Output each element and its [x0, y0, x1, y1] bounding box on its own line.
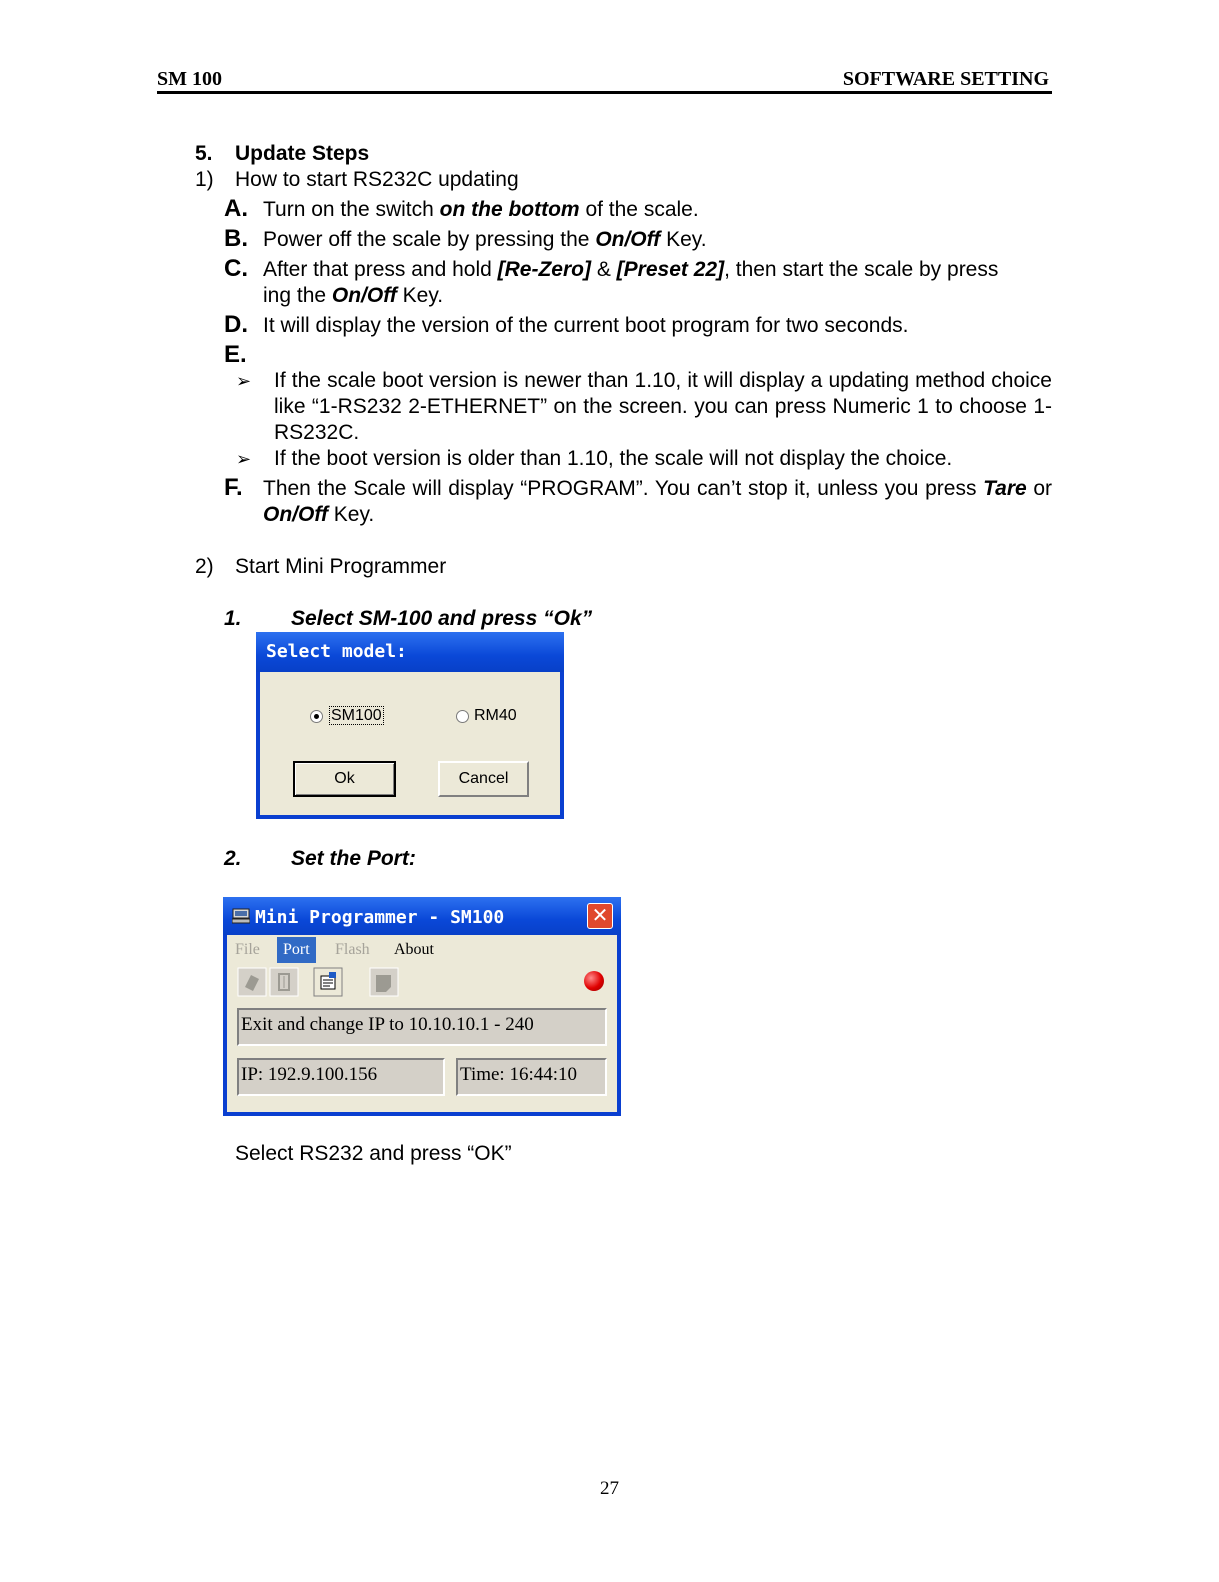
item-f-mid: or: [1026, 477, 1052, 500]
step2-note: Select RS232 and press “OK”: [235, 1142, 512, 1165]
item-f-text: [263, 476, 1052, 528]
ok-button[interactable]: Ok: [293, 761, 396, 797]
step1-title: How to start RS232C updating: [235, 168, 519, 191]
sub2-number: 2.: [224, 847, 242, 870]
item-b-pre: Power off the scale by pressing the: [263, 228, 596, 251]
status-field: Exit and change IP to 10.10.10.1 - 240: [237, 1008, 607, 1046]
cancel-button[interactable]: Cancel: [438, 761, 529, 797]
select-model-title: Select model:: [256, 632, 564, 672]
select-model-client: [260, 672, 560, 815]
item-c-preset: [Preset 22]: [616, 258, 725, 281]
sub2-title: Set the Port:: [291, 847, 416, 870]
menu-port[interactable]: Port: [277, 937, 316, 963]
item-c-letter: C.: [224, 255, 248, 282]
sub1-number: 1.: [224, 607, 242, 630]
item-c-pre: After that press and hold: [263, 258, 498, 281]
section-title: Update Steps: [235, 142, 370, 165]
item-f-tare: Tare: [983, 477, 1027, 500]
mini-programmer-title: Mini Programmer - SM100: [255, 907, 505, 928]
menu-flash[interactable]: Flash: [335, 941, 370, 958]
item-a-letter: A.: [224, 195, 248, 222]
header-right: SOFTWARE SETTING: [842, 68, 1049, 90]
arrow-bullet-icon: ➢: [236, 449, 252, 469]
flash-icon[interactable]: [369, 967, 399, 997]
connect-icon[interactable]: [237, 967, 267, 997]
item-b-emphasis: On/Off: [595, 228, 661, 251]
item-f-letter: F.: [224, 474, 243, 501]
step1-number: 1): [195, 168, 214, 191]
item-b-post: Key.: [660, 228, 707, 251]
item-a-text: [263, 197, 699, 223]
ip-field: IP: 192.9.100.156: [237, 1058, 445, 1096]
item-f-post: Key.: [327, 503, 375, 526]
mini-programmer-client: [227, 935, 617, 1112]
step2-number: 2): [195, 555, 214, 578]
radio-sm100-label[interactable]: [329, 706, 384, 726]
step2-title: Start Mini Programmer: [235, 555, 447, 578]
radio-dot-icon: [314, 714, 319, 719]
mini-programmer-window: [223, 897, 621, 1116]
item-e-bullet-1: If the scale boot version is newer than 1.10, it will display a updating method choice like “1-RS232 2-ETHERNET” on the screen. you can press Numeric 1 to choose 1-RS232C.: [274, 369, 1052, 444]
header-left: SM 100: [157, 68, 222, 90]
close-button[interactable]: [587, 903, 613, 929]
item-b-letter: B.: [224, 225, 248, 252]
item-c-line1: [263, 257, 1052, 283]
item-a-post: of the scale.: [579, 198, 699, 221]
arrow-bullet-icon: ➢: [236, 371, 252, 391]
item-c-line2: [263, 283, 443, 309]
menu-about[interactable]: About: [394, 941, 434, 958]
item-a-pre: Turn on the switch: [263, 198, 440, 221]
item-b-text: [263, 227, 707, 253]
header-rule: [157, 91, 1052, 94]
item-f-pre: Then the Scale will display “PROGRAM”. You can’t stop it, unless you press: [263, 477, 984, 500]
item-c-line1-content: [263, 257, 998, 283]
item-a-emphasis: on the bottom: [439, 198, 580, 221]
item-d-text: It will display the version of the current boot program for two seconds.: [263, 314, 909, 337]
sub1-title: Select SM-100 and press “Ok”: [291, 607, 593, 630]
item-c-line2-post: Key.: [396, 284, 444, 307]
item-e-letter: E.: [224, 341, 247, 368]
select-model-dialog: [256, 632, 564, 819]
disconnect-icon[interactable]: [269, 967, 299, 997]
mini-programmer-titlebar: [223, 897, 621, 935]
item-c-line2-pre: ing the: [263, 284, 332, 307]
item-c-mid: &: [590, 258, 617, 281]
item-c-line2-emphasis: On/Off: [331, 284, 397, 307]
radio-rm40[interactable]: [456, 710, 469, 723]
status-led-icon: [584, 971, 604, 991]
item-f-onoff: On/Off: [263, 503, 328, 526]
settings-icon[interactable]: [313, 967, 343, 997]
radio-rm40-label[interactable]: RM40: [474, 707, 517, 724]
menu-file[interactable]: File: [235, 941, 260, 958]
time-field: Time: 16:44:10: [456, 1058, 607, 1096]
item-e-bullet-2: If the boot version is older than 1.10, the scale will not display the choice.: [274, 447, 953, 470]
item-d-letter: D.: [224, 311, 248, 338]
radio-sm100-text: SM100: [331, 707, 382, 724]
app-icon: [232, 908, 250, 924]
item-c-post: , then start the scale by press: [724, 258, 999, 281]
item-c-rezero: [Re-Zero]: [497, 258, 591, 281]
close-icon: ✕: [591, 905, 609, 927]
page-number: 27: [600, 1478, 619, 1499]
radio-sm100[interactable]: [310, 710, 323, 723]
section-number: 5.: [195, 142, 213, 165]
